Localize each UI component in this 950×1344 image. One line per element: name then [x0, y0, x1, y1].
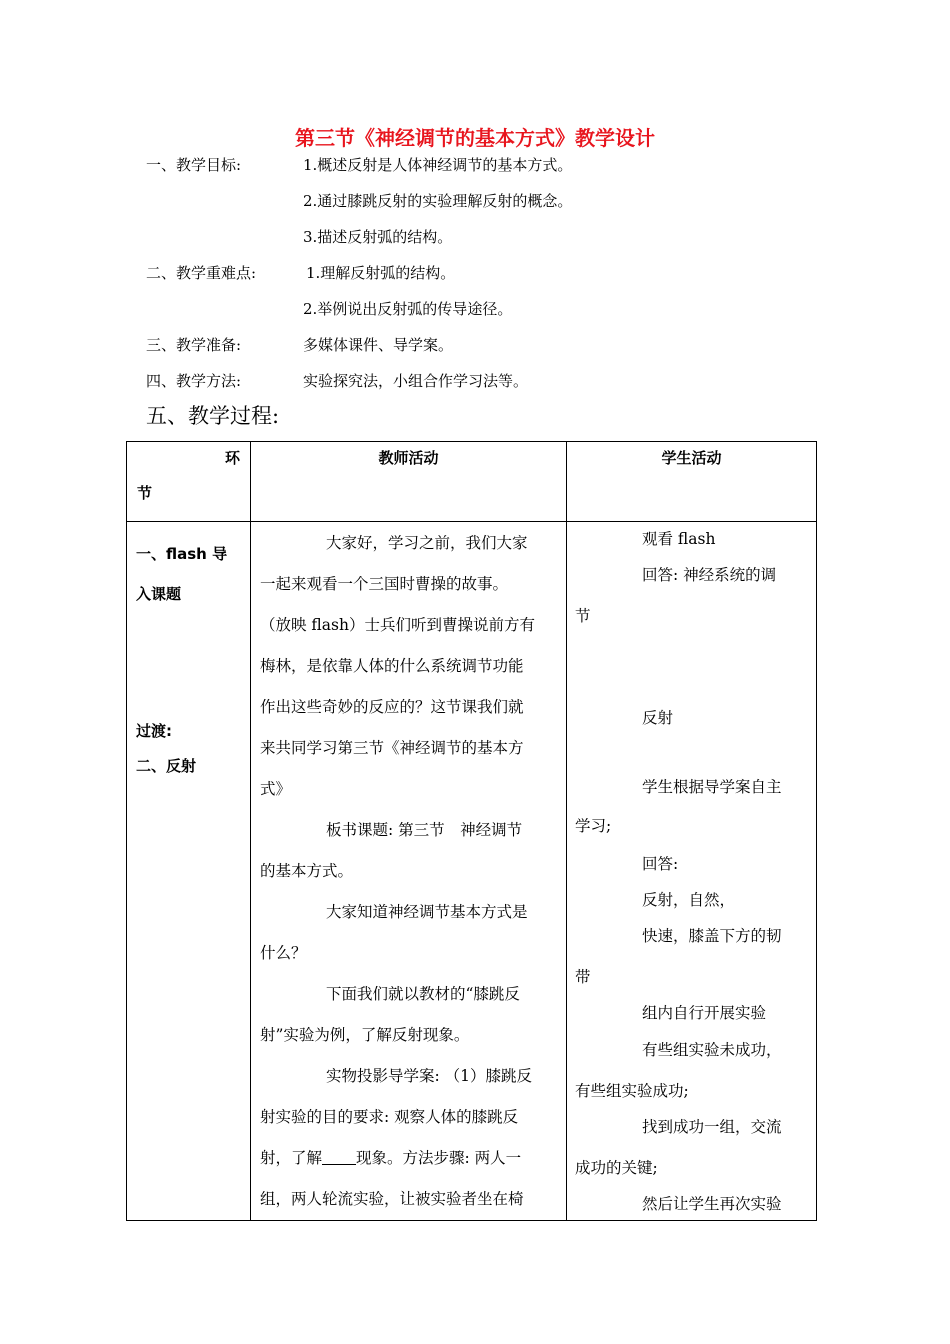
stage-intro-line1: 一、flash 导: [136, 545, 228, 563]
objective-item-2: 2.通过膝跳反射的实验理解反射的概念。: [303, 192, 573, 210]
student-line: 组内自行开展实验: [642, 1004, 767, 1022]
teacher-line: 下面我们就以教材的“膝跳反: [326, 985, 520, 1003]
student-line: 学习;: [575, 817, 612, 835]
document-title: 第三节《神经调节的基本方式》教学设计: [295, 126, 655, 150]
student-line: 成功的关键;: [575, 1159, 658, 1177]
fill-in-blank: [322, 1148, 356, 1165]
student-line: 带: [575, 968, 591, 986]
objective-item-1: 1.概述反射是人体神经调节的基本方式。: [303, 156, 573, 174]
student-line: 学生根据导学案自主: [642, 778, 782, 796]
teacher-line-part2: 现象。方法步骤: 两人一: [356, 1149, 522, 1167]
teacher-line: 来共同学习第三节《神经调节的基本方: [260, 739, 524, 757]
preparation-value: 多媒体课件、导学案。: [303, 336, 454, 354]
objective-item-3: 3.描述反射弧的结构。: [303, 228, 453, 246]
teacher-line: 梅林，是依靠人体的什么系统调节功能: [260, 657, 524, 675]
teacher-line: 什么？: [260, 944, 307, 962]
teaching-process-table: [126, 441, 817, 1221]
key-point-item-1: 1.理解反射弧的结构。: [306, 264, 456, 282]
student-line: 回答: 神经系统的调: [642, 566, 777, 584]
methods-value: 实验探究法，小组合作学习法等。: [303, 372, 529, 390]
header-student: 学生活动: [567, 442, 817, 522]
teacher-activity-cell: [251, 522, 567, 1221]
student-line: 然后让学生再次实验: [642, 1195, 782, 1213]
student-line: 反射: [642, 709, 674, 727]
student-line: 快速，膝盖下方的韧: [642, 927, 782, 945]
teacher-line: （放映 flash）士兵们听到曹操说前方有: [260, 616, 535, 634]
teacher-line: 射”实验为例，了解反射现象。: [260, 1026, 470, 1044]
methods-label: 四、教学方法:: [146, 372, 242, 390]
teacher-line: 大家知道神经调节基本方式是: [326, 903, 528, 921]
key-point-item-2: 2.举例说出反射弧的传导途径。: [303, 300, 513, 318]
teacher-line-with-blank: [260, 1138, 557, 1179]
student-line: 有些组实验未成功，: [642, 1041, 782, 1059]
stage-intro-line2: 入课题: [136, 585, 182, 603]
teacher-line: 式》: [260, 780, 292, 798]
teacher-line: 射实验的目的要求: 观察人体的膝跳反: [260, 1108, 519, 1126]
teacher-line: 的基本方式。: [260, 862, 354, 880]
stage-reflex: 二、反射: [136, 757, 197, 775]
header-teacher: 教师活动: [251, 442, 567, 522]
stage-cell: [127, 522, 251, 1221]
header-stage: [127, 442, 251, 522]
student-line: 找到成功一组，交流: [642, 1118, 782, 1136]
table-header-row: [127, 442, 817, 522]
student-line: 观看 flash: [642, 530, 716, 548]
student-line: 回答:: [642, 855, 679, 873]
header-stage-part1: 环: [224, 449, 240, 467]
process-heading: 五、教学过程:: [146, 404, 280, 428]
teacher-line: 实物投影导学案: （1）膝跳反: [326, 1067, 533, 1085]
table-row: [127, 522, 817, 1221]
objectives-label: 一、教学目标:: [146, 156, 242, 174]
student-line: 节: [575, 607, 591, 625]
teacher-line: 一起来观看一个三国时曹操的故事。: [260, 575, 509, 593]
student-line: 反射，自然，: [642, 891, 736, 909]
teacher-line-part1: 射，了解: [260, 1149, 323, 1167]
student-activity-cell: [567, 522, 817, 1221]
teacher-line: 大家好，学习之前，我们大家: [326, 534, 528, 552]
teacher-line: 作出这些奇妙的反应的？这节课我们就: [260, 698, 524, 716]
stage-transition: 过渡:: [136, 722, 172, 740]
preparation-label: 三、教学准备:: [146, 336, 242, 354]
header-stage-part2: 节: [137, 484, 153, 502]
student-line: 有些组实验成功;: [575, 1082, 689, 1100]
teacher-line: 组，两人轮流实验，让被实验者坐在椅: [260, 1190, 524, 1208]
key-points-label: 二、教学重难点:: [146, 264, 257, 282]
teacher-line: 板书课题: 第三节 神经调节: [326, 821, 523, 839]
